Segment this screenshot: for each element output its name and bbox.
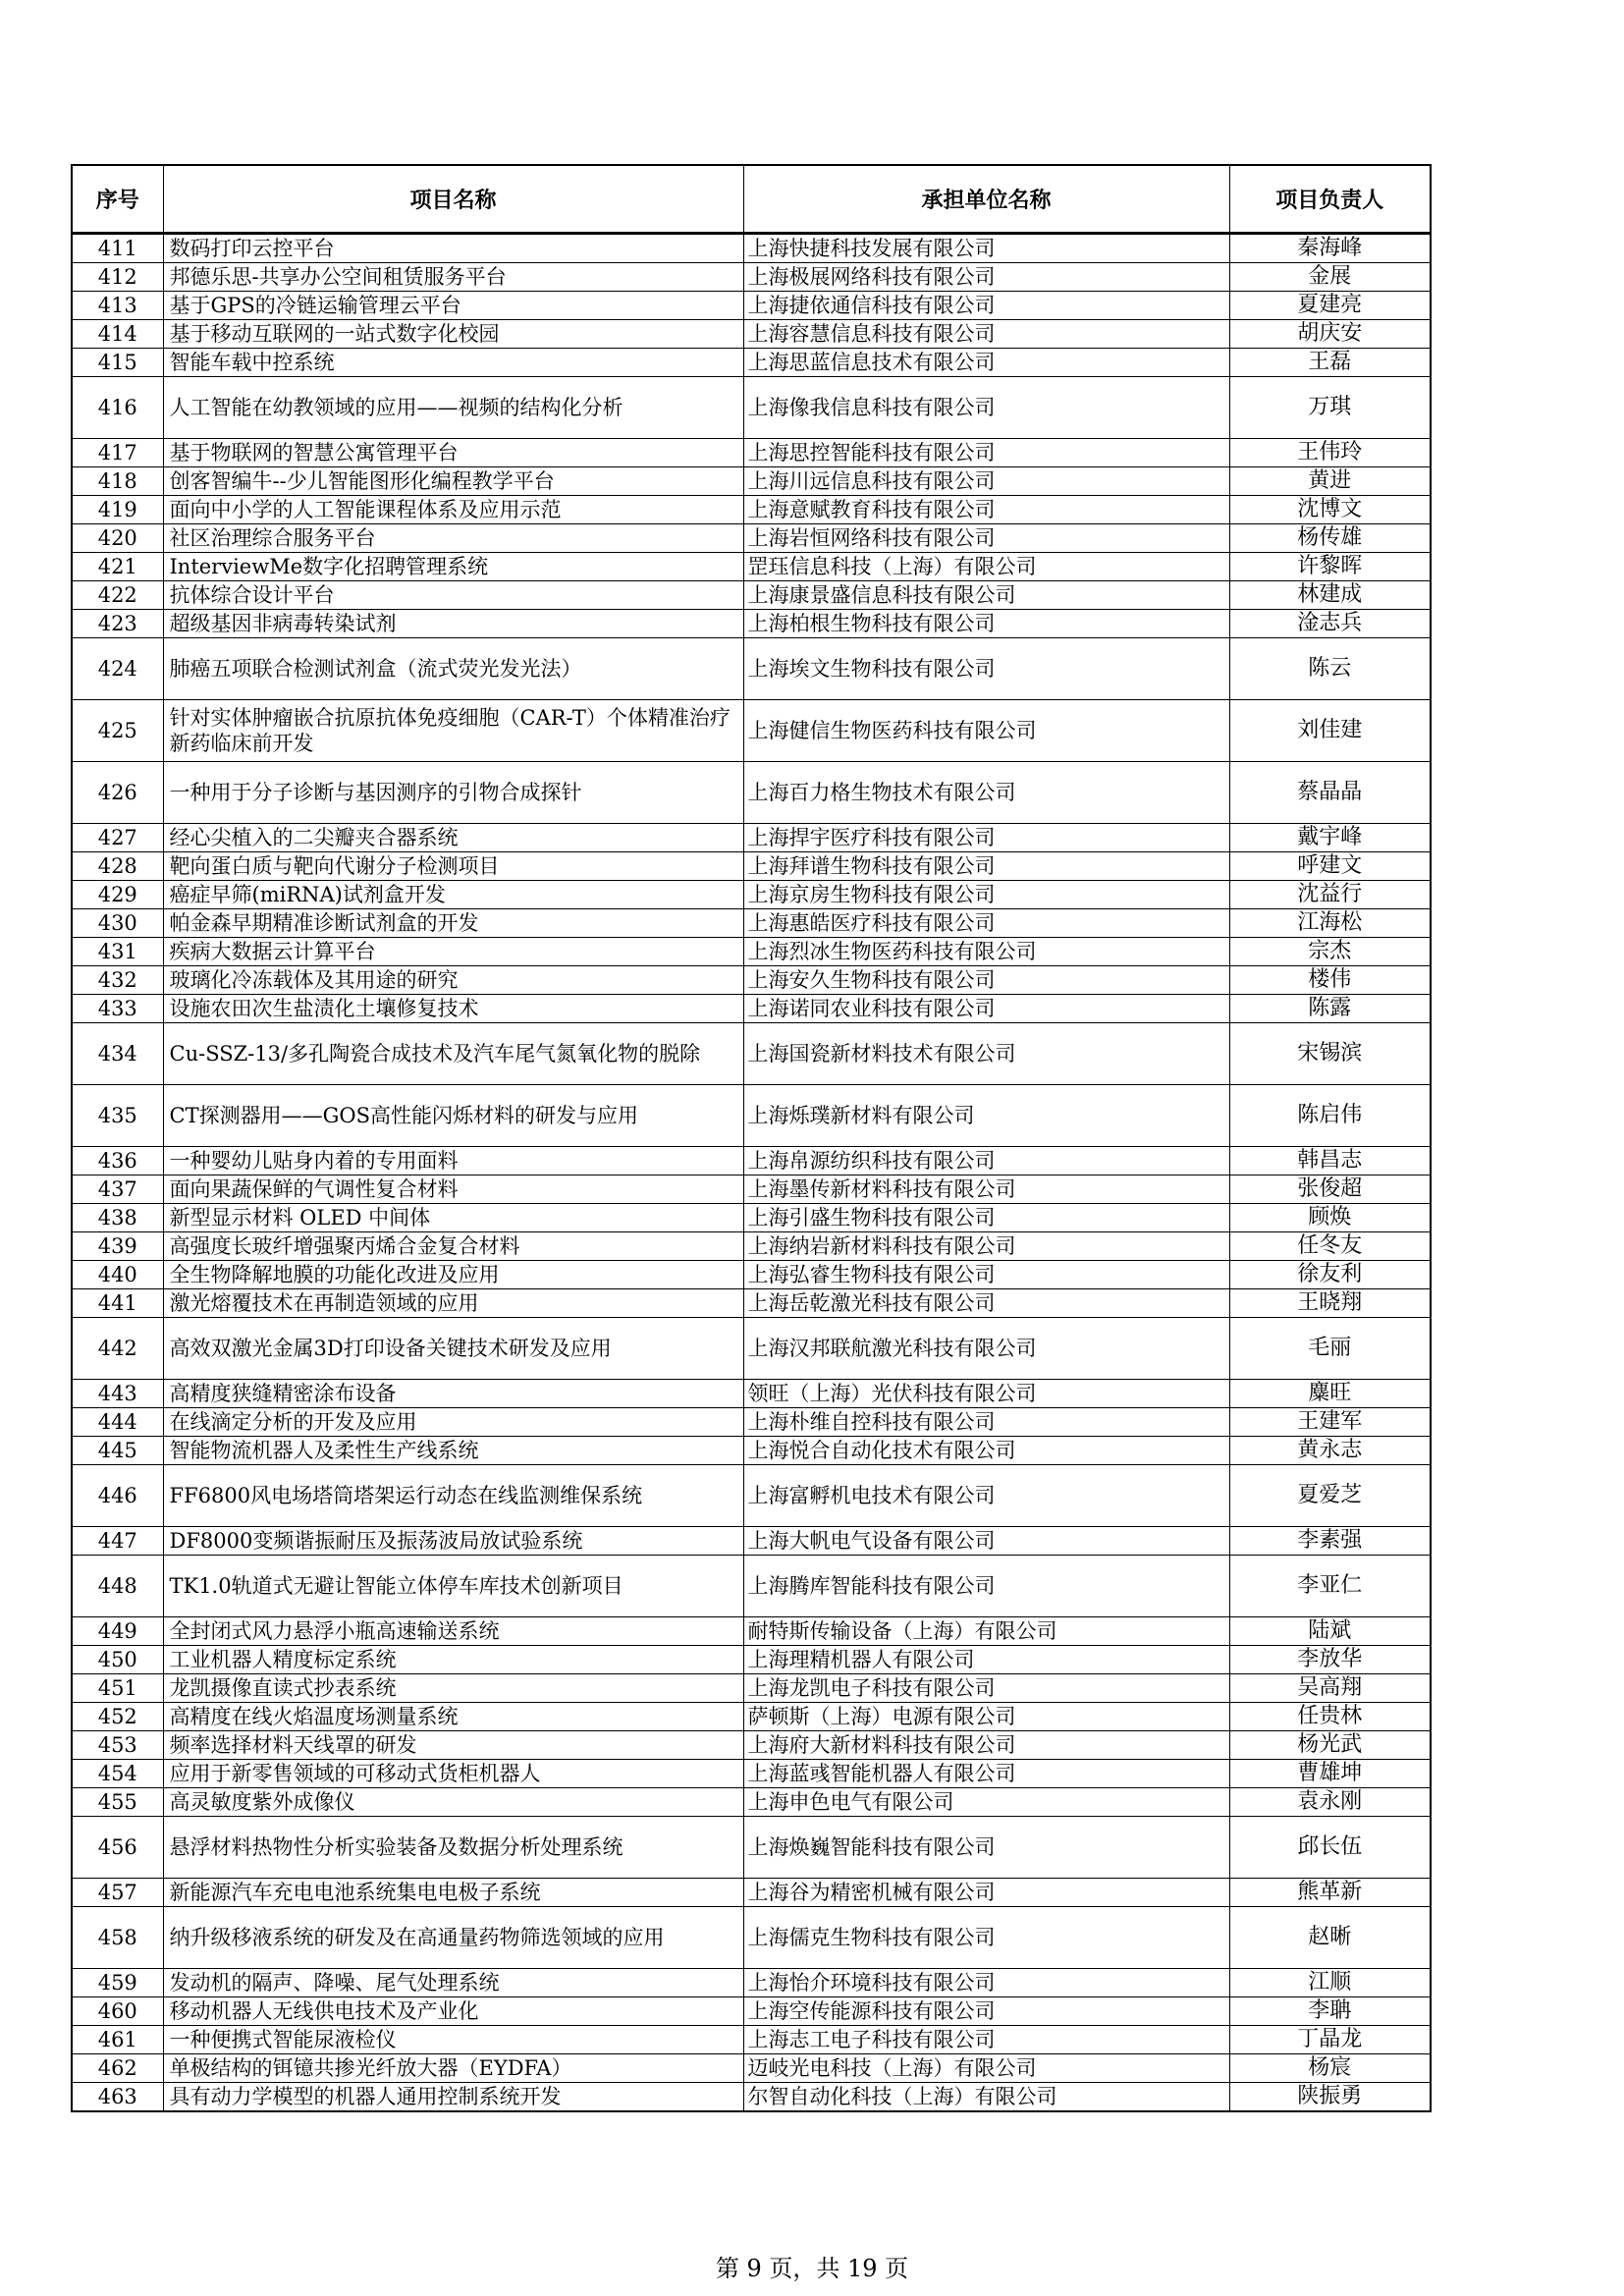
table-row — [72, 1232, 1431, 1261]
cell-unit-name: 萨顿斯（上海）电源有限公司 — [743, 1703, 1229, 1731]
cell-no: 435 — [72, 1085, 163, 1147]
cell-project-lead: 杨传雄 — [1229, 524, 1431, 553]
cell-unit-name: 上海柏根生物科技有限公司 — [743, 610, 1229, 638]
table-row — [72, 1023, 1431, 1085]
table-row — [72, 1788, 1431, 1817]
cell-project-name: 肺癌五项联合检测试剂盒（流式荧光发光法） — [163, 638, 743, 700]
table-row — [72, 377, 1431, 439]
cell-project-name: CT探测器用——GOS高性能闪烁材料的研发与应用 — [163, 1085, 743, 1147]
cell-unit-name: 上海岳乾激光科技有限公司 — [743, 1289, 1229, 1318]
cell-unit-name: 上海思蓝信息技术有限公司 — [743, 349, 1229, 377]
cell-project-lead: 吴高翔 — [1229, 1674, 1431, 1703]
cell-project-lead: 戴宇峰 — [1229, 824, 1431, 852]
cell-project-lead: 沈益行 — [1229, 881, 1431, 909]
cell-no: 424 — [72, 638, 163, 700]
cell-project-lead: 李素强 — [1229, 1527, 1431, 1556]
cell-no: 455 — [72, 1788, 163, 1817]
cell-unit-name: 上海捍宇医疗科技有限公司 — [743, 824, 1229, 852]
cell-unit-name: 上海思控智能科技有限公司 — [743, 439, 1229, 467]
table-row — [72, 610, 1431, 638]
cell-no: 423 — [72, 610, 163, 638]
cell-project-name: 工业机器人精度标定系统 — [163, 1646, 743, 1674]
cell-no: 457 — [72, 1879, 163, 1907]
cell-unit-name: 上海像我信息科技有限公司 — [743, 377, 1229, 439]
cell-project-name: 全生物降解地膜的功能化改进及应用 — [163, 1261, 743, 1289]
cell-unit-name: 上海龙凯电子科技有限公司 — [743, 1674, 1229, 1703]
cell-project-lead: 王伟玲 — [1229, 439, 1431, 467]
cell-unit-name: 上海康景盛信息科技有限公司 — [743, 581, 1229, 610]
cell-project-name: TK1.0轨道式无避让智能立体停车库技术创新项目 — [163, 1556, 743, 1617]
cell-project-name: 基于GPS的冷链运输管理云平台 — [163, 292, 743, 320]
cell-project-lead: 赵晰 — [1229, 1907, 1431, 1969]
cell-project-lead: 王建军 — [1229, 1408, 1431, 1437]
cell-project-name: 单极结构的铒镱共掺光纤放大器（EYDFA） — [163, 2054, 743, 2083]
cell-project-lead: 杨宸 — [1229, 2054, 1431, 2083]
table-row — [72, 349, 1431, 377]
cell-project-lead: 李放华 — [1229, 1646, 1431, 1674]
table-row — [72, 1879, 1431, 1907]
cell-no: 445 — [72, 1437, 163, 1465]
table-row — [72, 1817, 1431, 1879]
table-row — [72, 638, 1431, 700]
table-row — [72, 852, 1431, 881]
cell-project-lead: 毛丽 — [1229, 1318, 1431, 1380]
cell-project-name: 高精度在线火焰温度场测量系统 — [163, 1703, 743, 1731]
cell-unit-name: 上海健信生物医药科技有限公司 — [743, 700, 1229, 762]
cell-no: 460 — [72, 1997, 163, 2026]
cell-unit-name: 上海川远信息科技有限公司 — [743, 467, 1229, 496]
cell-project-lead: 宗杰 — [1229, 938, 1431, 966]
cell-project-lead: 麋旺 — [1229, 1380, 1431, 1408]
table-row — [72, 467, 1431, 496]
table-row — [72, 1437, 1431, 1465]
table-row — [72, 1261, 1431, 1289]
cell-no: 447 — [72, 1527, 163, 1556]
cell-project-lead: 许黎晖 — [1229, 553, 1431, 581]
cell-project-name: Cu-SSZ-13/多孔陶瓷合成技术及汽车尾气氮氧化物的脱除 — [163, 1023, 743, 1085]
header-no: 序号 — [72, 165, 163, 234]
cell-project-name: 高效双激光金属3D打印设备关键技术研发及应用 — [163, 1318, 743, 1380]
cell-project-lead: 秦海峰 — [1229, 234, 1431, 263]
cell-project-lead: 万琪 — [1229, 377, 1431, 439]
cell-project-lead: 江顺 — [1229, 1969, 1431, 1997]
cell-no: 446 — [72, 1465, 163, 1527]
cell-project-name: FF6800风电场塔筒塔架运行动态在线监测维保系统 — [163, 1465, 743, 1527]
page-number: 第 9 页，共 19 页 — [715, 2255, 909, 2282]
cell-project-name: 发动机的隔声、降噪、尾气处理系统 — [163, 1969, 743, 1997]
cell-no: 429 — [72, 881, 163, 909]
table-row — [72, 1617, 1431, 1646]
cell-project-name: 针对实体肿瘤嵌合抗原抗体免疫细胞（CAR-T）个体精准治疗新药临床前开发 — [163, 700, 743, 762]
cell-unit-name: 上海理精机器人有限公司 — [743, 1646, 1229, 1674]
cell-no: 450 — [72, 1646, 163, 1674]
cell-project-lead: 陆斌 — [1229, 1617, 1431, 1646]
cell-unit-name: 上海引盛生物科技有限公司 — [743, 1204, 1229, 1232]
cell-project-lead: 邱长伍 — [1229, 1817, 1431, 1879]
cell-no: 454 — [72, 1760, 163, 1788]
cell-unit-name: 上海悦合自动化技术有限公司 — [743, 1437, 1229, 1465]
cell-project-lead: 胡庆安 — [1229, 320, 1431, 349]
cell-unit-name: 上海空传能源科技有限公司 — [743, 1997, 1229, 2026]
header-project-name: 项目名称 — [163, 165, 743, 234]
table-row — [72, 2026, 1431, 2054]
cell-no: 452 — [72, 1703, 163, 1731]
cell-no: 444 — [72, 1408, 163, 1437]
cell-project-lead: 沈博文 — [1229, 496, 1431, 524]
cell-unit-name: 上海拜谱生物科技有限公司 — [743, 852, 1229, 881]
cell-unit-name: 上海烁璞新材料有限公司 — [743, 1085, 1229, 1147]
cell-no: 414 — [72, 320, 163, 349]
cell-unit-name: 上海府大新材料科技有限公司 — [743, 1731, 1229, 1760]
cell-project-name: 龙凯摄像直读式抄表系统 — [163, 1674, 743, 1703]
table-row — [72, 1289, 1431, 1318]
cell-project-lead: 张俊超 — [1229, 1175, 1431, 1204]
cell-project-name: 新能源汽车充电电池系统集电电极子系统 — [163, 1879, 743, 1907]
cell-project-name: 基于物联网的智慧公寓管理平台 — [163, 439, 743, 467]
cell-project-lead: 王晓翔 — [1229, 1289, 1431, 1318]
cell-project-lead: 淦志兵 — [1229, 610, 1431, 638]
cell-project-name: 一种便携式智能尿液检仪 — [163, 2026, 743, 2054]
cell-no: 462 — [72, 2054, 163, 2083]
cell-project-name: 一种用于分子诊断与基因测序的引物合成探针 — [163, 762, 743, 824]
cell-unit-name: 上海儒克生物科技有限公司 — [743, 1907, 1229, 1969]
cell-project-name: 激光熔覆技术在再制造领域的应用 — [163, 1289, 743, 1318]
cell-project-name: 设施农田次生盐渍化土壤修复技术 — [163, 995, 743, 1023]
table-row — [72, 1760, 1431, 1788]
cell-unit-name: 领旺（上海）光伏科技有限公司 — [743, 1380, 1229, 1408]
cell-project-name: 一种婴幼儿贴身内着的专用面料 — [163, 1147, 743, 1175]
cell-project-lead: 呼建文 — [1229, 852, 1431, 881]
cell-unit-name: 上海帛源纺织科技有限公司 — [743, 1147, 1229, 1175]
cell-no: 427 — [72, 824, 163, 852]
cell-unit-name: 上海汉邦联航激光科技有限公司 — [743, 1318, 1229, 1380]
table-row — [72, 263, 1431, 292]
cell-project-name: 悬浮材料热物性分析实验装备及数据分析处理系统 — [163, 1817, 743, 1879]
cell-project-lead: 黄永志 — [1229, 1437, 1431, 1465]
cell-project-lead: 李亚仁 — [1229, 1556, 1431, 1617]
cell-project-lead: 曹雄坤 — [1229, 1760, 1431, 1788]
table-row — [72, 1731, 1431, 1760]
cell-unit-name: 上海腾库智能科技有限公司 — [743, 1556, 1229, 1617]
cell-no: 433 — [72, 995, 163, 1023]
cell-project-name: 高强度长玻纤增强聚丙烯合金复合材料 — [163, 1232, 743, 1261]
cell-project-name: 应用于新零售领域的可移动式货柜机器人 — [163, 1760, 743, 1788]
cell-project-name: 邦德乐思-共享办公空间租赁服务平台 — [163, 263, 743, 292]
cell-no: 453 — [72, 1731, 163, 1760]
cell-project-lead: 金展 — [1229, 263, 1431, 292]
table-row — [72, 524, 1431, 553]
cell-unit-name: 尔智自动化科技（上海）有限公司 — [743, 2083, 1229, 2112]
cell-project-name: InterviewMe数字化招聘管理系统 — [163, 553, 743, 581]
cell-no: 425 — [72, 700, 163, 762]
cell-project-name: 数码打印云控平台 — [163, 234, 743, 263]
cell-project-name: 靶向蛋白质与靶向代谢分子检测项目 — [163, 852, 743, 881]
cell-no: 451 — [72, 1674, 163, 1703]
cell-project-lead: 宋锡滨 — [1229, 1023, 1431, 1085]
cell-no: 463 — [72, 2083, 163, 2112]
cell-project-lead: 丁晶龙 — [1229, 2026, 1431, 2054]
table-row — [72, 1465, 1431, 1527]
cell-unit-name: 迈岐光电科技（上海）有限公司 — [743, 2054, 1229, 2083]
cell-no: 413 — [72, 292, 163, 320]
cell-no: 422 — [72, 581, 163, 610]
cell-project-name: 超级基因非病毒转染试剂 — [163, 610, 743, 638]
cell-no: 458 — [72, 1907, 163, 1969]
cell-project-lead: 王磊 — [1229, 349, 1431, 377]
cell-no: 417 — [72, 439, 163, 467]
cell-project-lead: 江海松 — [1229, 909, 1431, 938]
table-row — [72, 496, 1431, 524]
table-row — [72, 1408, 1431, 1437]
cell-project-lead: 顾焕 — [1229, 1204, 1431, 1232]
cell-project-lead: 陈启伟 — [1229, 1085, 1431, 1147]
cell-no: 437 — [72, 1175, 163, 1204]
cell-project-lead: 李聃 — [1229, 1997, 1431, 2026]
table-row — [72, 762, 1431, 824]
cell-no: 442 — [72, 1318, 163, 1380]
cell-project-name: 高精度狭缝精密涂布设备 — [163, 1380, 743, 1408]
table-row — [72, 700, 1431, 762]
table-row — [72, 1318, 1431, 1380]
cell-no: 439 — [72, 1232, 163, 1261]
cell-no: 421 — [72, 553, 163, 581]
cell-project-lead: 韩昌志 — [1229, 1147, 1431, 1175]
cell-project-lead: 陈露 — [1229, 995, 1431, 1023]
table-row — [72, 1147, 1431, 1175]
cell-project-lead: 蔡晶晶 — [1229, 762, 1431, 824]
cell-no: 448 — [72, 1556, 163, 1617]
cell-project-lead: 林建成 — [1229, 581, 1431, 610]
cell-project-lead: 任贵林 — [1229, 1703, 1431, 1731]
cell-no: 430 — [72, 909, 163, 938]
table-row — [72, 553, 1431, 581]
table-row — [72, 292, 1431, 320]
cell-no: 418 — [72, 467, 163, 496]
cell-project-lead: 陕振勇 — [1229, 2083, 1431, 2112]
table-body — [72, 234, 1431, 2112]
cell-no: 456 — [72, 1817, 163, 1879]
cell-project-name: 面向果蔬保鲜的气调性复合材料 — [163, 1175, 743, 1204]
header-unit-name: 承担单位名称 — [743, 165, 1229, 234]
cell-unit-name: 上海大帆电气设备有限公司 — [743, 1527, 1229, 1556]
table-row — [72, 581, 1431, 610]
cell-no: 440 — [72, 1261, 163, 1289]
cell-no: 420 — [72, 524, 163, 553]
cell-unit-name: 上海埃文生物科技有限公司 — [743, 638, 1229, 700]
table-row — [72, 995, 1431, 1023]
table-row — [72, 1380, 1431, 1408]
cell-unit-name: 上海谷为精密机械有限公司 — [743, 1879, 1229, 1907]
cell-unit-name: 上海富孵机电技术有限公司 — [743, 1465, 1229, 1527]
cell-no: 441 — [72, 1289, 163, 1318]
table-row — [72, 881, 1431, 909]
cell-unit-name: 上海快捷科技发展有限公司 — [743, 234, 1229, 263]
table-row — [72, 1527, 1431, 1556]
cell-no: 412 — [72, 263, 163, 292]
table-row — [72, 909, 1431, 938]
cell-unit-name: 上海焕巍智能科技有限公司 — [743, 1817, 1229, 1879]
table-row — [72, 938, 1431, 966]
cell-unit-name: 罡珏信息科技（上海）有限公司 — [743, 553, 1229, 581]
cell-no: 436 — [72, 1147, 163, 1175]
cell-unit-name: 上海诺同农业科技有限公司 — [743, 995, 1229, 1023]
cell-unit-name: 上海纳岩新材料科技有限公司 — [743, 1232, 1229, 1261]
cell-project-name: 社区治理综合服务平台 — [163, 524, 743, 553]
cell-project-lead: 袁永刚 — [1229, 1788, 1431, 1817]
cell-unit-name: 上海墨传新材料科技有限公司 — [743, 1175, 1229, 1204]
table-row — [72, 1997, 1431, 2026]
table-row — [72, 439, 1431, 467]
table-row — [72, 320, 1431, 349]
cell-project-name: 频率选择材料天线罩的研发 — [163, 1731, 743, 1760]
cell-no: 419 — [72, 496, 163, 524]
cell-project-name: 在线滴定分析的开发及应用 — [163, 1408, 743, 1437]
cell-no: 415 — [72, 349, 163, 377]
cell-no: 416 — [72, 377, 163, 439]
cell-project-lead: 楼伟 — [1229, 966, 1431, 995]
cell-project-lead: 夏建亮 — [1229, 292, 1431, 320]
cell-project-name: 具有动力学模型的机器人通用控制系统开发 — [163, 2083, 743, 2112]
cell-unit-name: 上海惠皓医疗科技有限公司 — [743, 909, 1229, 938]
cell-project-name: 移动机器人无线供电技术及产业化 — [163, 1997, 743, 2026]
cell-unit-name: 上海容慧信息科技有限公司 — [743, 320, 1229, 349]
cell-project-name: 高灵敏度紫外成像仪 — [163, 1788, 743, 1817]
cell-project-name: 纳升级移液系统的研发及在高通量药物筛选领域的应用 — [163, 1907, 743, 1969]
cell-project-name: DF8000变频谐振耐压及振荡波局放试验系统 — [163, 1527, 743, 1556]
cell-unit-name: 上海国瓷新材料技术有限公司 — [743, 1023, 1229, 1085]
cell-unit-name: 上海意赋教育科技有限公司 — [743, 496, 1229, 524]
table-row — [72, 234, 1431, 263]
header-project-lead: 项目负责人 — [1229, 165, 1431, 234]
cell-no: 438 — [72, 1204, 163, 1232]
table-row — [72, 1085, 1431, 1147]
cell-no: 428 — [72, 852, 163, 881]
cell-unit-name: 上海百力格生物技术有限公司 — [743, 762, 1229, 824]
cell-project-name: 帕金森早期精准诊断试剂盒的开发 — [163, 909, 743, 938]
table-row — [72, 2054, 1431, 2083]
cell-unit-name: 上海弘睿生物科技有限公司 — [743, 1261, 1229, 1289]
cell-no: 432 — [72, 966, 163, 995]
cell-no: 411 — [72, 234, 163, 263]
cell-project-lead: 刘佳建 — [1229, 700, 1431, 762]
cell-project-name: 创客智编牛--少儿智能图形化编程教学平台 — [163, 467, 743, 496]
cell-project-name: 基于移动互联网的一站式数字化校园 — [163, 320, 743, 349]
cell-project-name: 经心尖植入的二尖瓣夹合器系统 — [163, 824, 743, 852]
cell-no: 434 — [72, 1023, 163, 1085]
cell-project-name: 面向中小学的人工智能课程体系及应用示范 — [163, 496, 743, 524]
cell-project-name: 全封闭式风力悬浮小瓶高速输送系统 — [163, 1617, 743, 1646]
cell-unit-name: 上海蓝彧智能机器人有限公司 — [743, 1760, 1229, 1788]
cell-no: 431 — [72, 938, 163, 966]
cell-no: 449 — [72, 1617, 163, 1646]
cell-unit-name: 上海极展网络科技有限公司 — [743, 263, 1229, 292]
table-row — [72, 824, 1431, 852]
cell-project-name: 智能车载中控系统 — [163, 349, 743, 377]
table-row — [72, 1175, 1431, 1204]
table-row — [72, 1907, 1431, 1969]
cell-project-name: 疾病大数据云计算平台 — [163, 938, 743, 966]
cell-unit-name: 耐特斯传输设备（上海）有限公司 — [743, 1617, 1229, 1646]
table-row — [72, 1204, 1431, 1232]
project-table — [71, 164, 1432, 2112]
cell-unit-name: 上海朴维自控科技有限公司 — [743, 1408, 1229, 1437]
cell-project-name: 新型显示材料 OLED 中间体 — [163, 1204, 743, 1232]
cell-unit-name: 上海烈冰生物医药科技有限公司 — [743, 938, 1229, 966]
cell-unit-name: 上海岩恒网络科技有限公司 — [743, 524, 1229, 553]
cell-project-name: 智能物流机器人及柔性生产线系统 — [163, 1437, 743, 1465]
cell-unit-name: 上海京房生物科技有限公司 — [743, 881, 1229, 909]
table-row — [72, 2083, 1431, 2112]
cell-project-lead: 任冬友 — [1229, 1232, 1431, 1261]
cell-project-lead: 徐友利 — [1229, 1261, 1431, 1289]
table-row — [72, 1969, 1431, 1997]
cell-no: 443 — [72, 1380, 163, 1408]
cell-project-name: 抗体综合设计平台 — [163, 581, 743, 610]
table-header-row — [72, 165, 1431, 234]
cell-no: 426 — [72, 762, 163, 824]
table-row — [72, 1556, 1431, 1617]
cell-project-lead: 夏爱芝 — [1229, 1465, 1431, 1527]
cell-project-lead: 熊革新 — [1229, 1879, 1431, 1907]
cell-no: 459 — [72, 1969, 163, 1997]
cell-project-name: 癌症早筛(miRNA)试剂盒开发 — [163, 881, 743, 909]
cell-project-lead: 黄进 — [1229, 467, 1431, 496]
cell-project-name: 人工智能在幼教领域的应用——视频的结构化分析 — [163, 377, 743, 439]
cell-no: 461 — [72, 2026, 163, 2054]
table-row — [72, 1646, 1431, 1674]
table-row — [72, 1674, 1431, 1703]
table-row — [72, 1703, 1431, 1731]
cell-unit-name: 上海志工电子科技有限公司 — [743, 2026, 1229, 2054]
table-row — [72, 966, 1431, 995]
cell-project-lead: 杨光武 — [1229, 1731, 1431, 1760]
cell-project-lead: 陈云 — [1229, 638, 1431, 700]
cell-unit-name: 上海怡介环境科技有限公司 — [743, 1969, 1229, 1997]
cell-unit-name: 上海申色电气有限公司 — [743, 1788, 1229, 1817]
cell-project-name: 玻璃化冷冻载体及其用途的研究 — [163, 966, 743, 995]
cell-unit-name: 上海安久生物科技有限公司 — [743, 966, 1229, 995]
cell-unit-name: 上海捷依通信科技有限公司 — [743, 292, 1229, 320]
